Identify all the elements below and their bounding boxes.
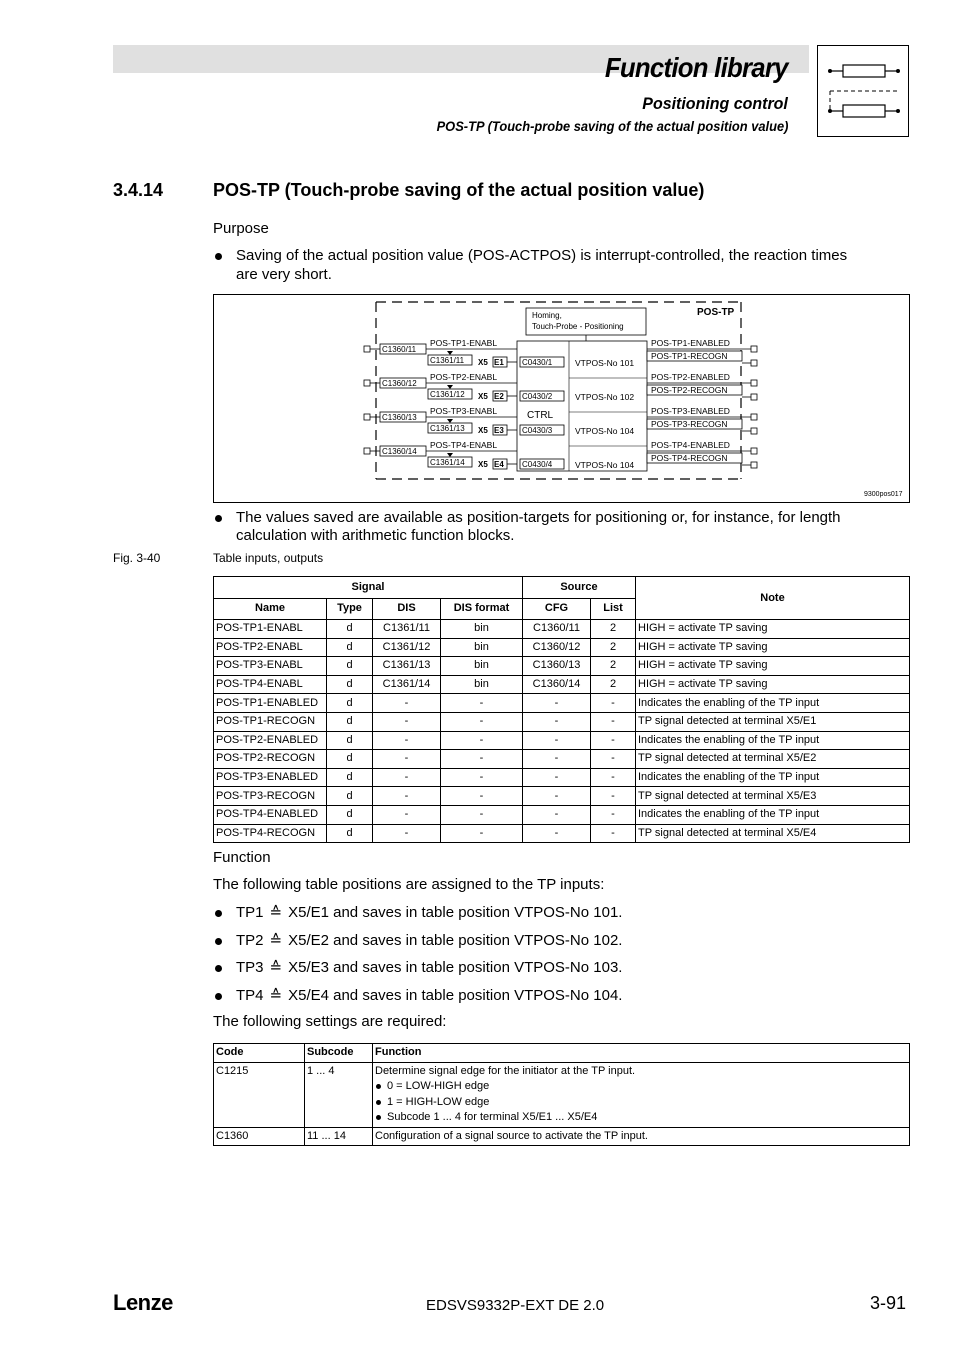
homing-label-line-1: Homing, [532,311,562,320]
list-item: Subcode 1 ... 4 for terminal X5/E1 ... X5/E4 [375,1110,907,1126]
input-terminal-icon [364,380,370,386]
cell-list: - [591,824,636,843]
cell-list: - [591,694,636,713]
cell-type: d [327,620,373,639]
page-subsubtitle: POS-TP (Touch-probe saving of the actual position value) [436,118,788,134]
list-item: 1 = HIGH-LOW edge [375,1095,907,1111]
tp-assignment-text: X5/E2 and saves in table position VTPOS-No 102. [288,931,623,949]
enabled-output-label: POS-TP3-ENABLED [651,406,730,416]
cfg-code: C1360/12 [382,379,417,388]
tp-assignment-text: X5/E4 and saves in table position VTPOS-No 104. [288,986,623,1004]
cell-name: POS-TP2-ENABL [214,638,327,657]
settings-table [213,1043,910,1146]
cell-note: HIGH = activate TP saving [636,638,910,657]
block-title: POS-TP [697,307,735,318]
lenze-logo: Lenze [113,1290,173,1315]
page-number: 3-91 [869,1293,906,1313]
cell-note: Indicates the enabling of the TP input [636,768,910,787]
table-row [214,675,910,694]
subcode-cell: 11 ... 14 [305,1127,373,1146]
cell-list: 2 [591,675,636,694]
output-terminal-icon [751,360,757,366]
purpose-bullet-1-line-2: are very short. [236,266,332,283]
corresponds-symbol: ≙ [269,959,283,976]
tp-assignment-item [236,903,622,922]
cell-list: 2 [591,638,636,657]
dis-code: C1361/14 [430,458,465,467]
cfg-code: C1360/14 [382,447,417,456]
input-terminal-icon [364,414,370,420]
cell-cfg: - [523,768,591,787]
cell-dis: - [373,731,441,750]
figure-number: Fig. 3-40 [113,551,161,565]
cell-fmt: bin [441,675,523,694]
cell-type: d [327,824,373,843]
input-terminal-icon [364,346,370,352]
output-terminal-icon [751,448,757,454]
subcode-cell: 1 ... 4 [305,1062,373,1127]
enable-input-label: POS-TP3-ENABL [430,406,498,416]
x5-label: X5 [478,358,488,367]
corresponds-symbol: ≙ [269,986,283,1004]
cell-list: - [591,768,636,787]
cell-cfg: - [523,805,591,824]
cell-fmt: bin [441,620,523,639]
cell-name: POS-TP3-ENABLED [214,768,327,787]
cell-cfg: - [523,750,591,769]
x5-label: X5 [478,392,488,401]
enable-input-label: POS-TP4-ENABL [430,440,498,450]
table-row [214,805,910,824]
cell-list: - [591,731,636,750]
arrow-icon [447,419,453,423]
cell-fmt: - [441,731,523,750]
cell-cfg: - [523,712,591,731]
cell-dis: - [373,824,441,843]
tp-label: TP2 [236,931,264,949]
c0430-code: C0430/1 [522,358,553,367]
cell-type: d [327,787,373,806]
code-cell: C1360 [214,1127,305,1146]
cell-list: - [591,750,636,769]
cell-cfg: - [523,824,591,843]
io-table [213,576,910,843]
settings-intro: The following settings are required: [213,1013,447,1030]
output-terminal-icon [751,394,757,400]
cell-type: d [327,694,373,713]
vtpos-label: VTPOS-No 102 [575,392,635,402]
tp-assignment-item [236,958,622,977]
cell-dis: - [373,712,441,731]
dis-code: C1361/12 [430,390,465,399]
table-row [214,620,910,639]
header-note: Note [636,577,910,620]
cell-note: TP signal detected at terminal X5/E3 [636,787,910,806]
header-type: Type [327,598,373,620]
tp-label: TP1 [236,904,264,921]
table-row [214,1062,910,1127]
header-code: Code [214,1044,305,1063]
cell-note: Indicates the enabling of the TP input [636,805,910,824]
arrow-icon [447,351,453,355]
cell-dis: C1361/11 [373,620,441,639]
output-terminal-icon [751,428,757,434]
header-source: Source [523,577,636,599]
bullet-icon [215,965,222,972]
purpose-bullet-1-line-1: Saving of the actual position value (POS-ACTPOS) is interrupt-controlled, the reaction times [236,247,848,264]
cell-list: 2 [591,657,636,676]
cell-note: TP signal detected at terminal X5/E1 [636,712,910,731]
tp-assignment-item [236,931,622,950]
purpose-bullet-2-line-1: The values saved are available as position-targets for positioning or, for instance, for length [236,509,841,526]
cell-note: TP signal detected at terminal X5/E2 [636,750,910,769]
cell-dis: - [373,768,441,787]
cell-dis: - [373,750,441,769]
recogn-output-label: POS-TP1-RECOGN [651,351,728,361]
vtpos-label: VTPOS-No 104 [575,426,635,436]
page-title: Function library [605,52,788,83]
header-subcode: Subcode [305,1044,373,1063]
cell-type: d [327,657,373,676]
cell-note: Indicates the enabling of the TP input [636,731,910,750]
tp-assignment-item [236,986,622,1005]
vtpos-label: VTPOS-No 104 [575,460,635,470]
cell-dis: - [373,787,441,806]
cell-fmt: - [441,694,523,713]
cell-name: POS-TP3-RECOGN [214,787,327,806]
header-dis-format: DIS format [441,598,523,620]
cell-type: d [327,768,373,787]
dis-code: C1361/11 [430,356,465,365]
function-heading: Function [213,849,271,866]
cfg-code: C1360/11 [382,345,417,354]
tp-label: TP4 [236,986,264,1004]
bullet-icon [215,910,222,917]
cell-name: POS-TP2-RECOGN [214,750,327,769]
cell-name: POS-TP1-ENABL [214,620,327,639]
cell-list: - [591,712,636,731]
recogn-output-label: POS-TP4-RECOGN [651,453,728,463]
cell-fmt: - [441,712,523,731]
terminal-label: E3 [494,426,504,435]
section-title: POS-TP (Touch-probe saving of the actual position value) [213,180,705,200]
header-function: Function [373,1044,910,1063]
cell-dis: C1361/12 [373,638,441,657]
vtpos-label: VTPOS-No 101 [575,358,635,368]
cell-type: d [327,675,373,694]
output-terminal-icon [751,380,757,386]
arrow-icon [447,453,453,457]
cell-cfg: - [523,787,591,806]
function-intro: The following table positions are assigned to the TP inputs: [213,876,605,893]
table-row [214,787,910,806]
cell-name: POS-TP1-RECOGN [214,712,327,731]
cell-cfg: C1360/11 [523,620,591,639]
table-row [214,731,910,750]
table-row [214,694,910,713]
cell-cfg: - [523,731,591,750]
terminal-label: E2 [494,392,504,401]
output-terminal-icon [751,462,757,468]
function-text: Determine signal edge for the initiator at the TP input. [375,1064,636,1077]
cell-fmt: - [441,750,523,769]
table-row [214,657,910,676]
terminal-label: E4 [494,460,504,469]
enable-input-label: POS-TP1-ENABL [430,338,498,348]
c0430-code: C0430/3 [522,426,553,435]
bullet-icon [215,515,222,522]
x5-label: X5 [478,426,488,435]
cell-fmt: bin [441,657,523,676]
cell-fmt: - [441,787,523,806]
cell-dis: - [373,694,441,713]
cell-fmt: - [441,824,523,843]
cell-name: POS-TP4-RECOGN [214,824,327,843]
enabled-output-label: POS-TP4-ENABLED [651,440,730,450]
function-cell: Configuration of a signal source to activate the TP input. [373,1127,910,1146]
enabled-output-label: POS-TP1-ENABLED [651,338,730,348]
purpose-heading: Purpose [213,220,269,237]
arrow-icon [447,385,453,389]
table-row [214,1127,910,1146]
figure-caption: Table inputs, outputs [213,551,324,565]
cell-list: 2 [591,620,636,639]
cfg-code: C1360/13 [382,413,417,422]
cell-name: POS-TP3-ENABL [214,657,327,676]
cell-name: POS-TP4-ENABL [214,675,327,694]
purpose-bullet-2-line-2: calculation with arithmetic function blocks. [236,527,515,544]
cell-note: HIGH = activate TP saving [636,675,910,694]
cell-list: - [591,805,636,824]
cell-type: d [327,712,373,731]
ctrl-label: CTRL [527,410,554,421]
cell-fmt: bin [441,638,523,657]
table-row [214,768,910,787]
tp-label: TP3 [236,959,264,976]
cell-note: TP signal detected at terminal X5/E4 [636,824,910,843]
header-dis: DIS [373,598,441,620]
pos-tp-block-diagram [213,294,910,503]
edge-options-list [375,1079,907,1126]
function-cell [373,1062,910,1127]
cell-name: POS-TP1-ENABLED [214,694,327,713]
cell-cfg: C1360/13 [523,657,591,676]
header-signal: Signal [214,577,523,599]
header-name: Name [214,598,327,620]
table-row [214,712,910,731]
table-row [214,638,910,657]
cell-dis: C1361/13 [373,657,441,676]
cell-dis: C1361/14 [373,675,441,694]
table-row [214,750,910,769]
tp-assignment-text: X5/E3 and saves in table position VTPOS-No 103. [288,959,623,976]
table-row [214,824,910,843]
cell-note: HIGH = activate TP saving [636,620,910,639]
cell-list: - [591,787,636,806]
cell-cfg: C1360/14 [523,675,591,694]
cell-dis: - [373,805,441,824]
code-cell: C1215 [214,1062,305,1127]
section-number: 3.4.14 [113,180,164,200]
enable-input-label: POS-TP2-ENABL [430,372,498,382]
c0430-code: C0430/4 [522,460,553,469]
corresponds-symbol: ≙ [269,904,283,921]
homing-label-line-2: Touch-Probe - Positioning [532,322,624,331]
output-terminal-icon [751,414,757,420]
recogn-output-label: POS-TP2-RECOGN [651,385,728,395]
cell-note: Indicates the enabling of the TP input [636,694,910,713]
cell-name: POS-TP2-ENABLED [214,731,327,750]
list-item: 0 = LOW-HIGH edge [375,1079,907,1095]
corresponds-symbol: ≙ [269,931,283,949]
document-id: EDSVS9332P-EXT DE 2.0 [426,1297,605,1314]
input-terminal-icon [364,448,370,454]
recogn-output-label: POS-TP3-RECOGN [651,419,728,429]
c0430-code: C0430/2 [522,392,553,401]
cell-cfg: - [523,694,591,713]
cell-fmt: - [441,805,523,824]
output-terminal-icon [751,346,757,352]
cell-type: d [327,638,373,657]
enabled-output-label: POS-TP2-ENABLED [651,372,730,382]
cell-type: d [327,731,373,750]
bullet-icon [215,993,222,1000]
cell-type: d [327,805,373,824]
header-cfg: CFG [523,598,591,620]
cell-cfg: C1360/12 [523,638,591,657]
x5-label: X5 [478,460,488,469]
figure-id: 9300pos017 [864,491,903,498]
cell-type: d [327,750,373,769]
terminal-label: E1 [494,358,504,367]
bullet-icon [215,938,222,945]
page-subtitle: Positioning control [642,94,788,113]
cell-note: HIGH = activate TP saving [636,657,910,676]
cell-fmt: - [441,768,523,787]
cell-name: POS-TP4-ENABLED [214,805,327,824]
function-block-icon [817,45,909,137]
bullet-icon [215,253,222,260]
tp-assignment-text: X5/E1 and saves in table position VTPOS-No 101. [288,904,623,921]
dis-code: C1361/13 [430,424,465,433]
header-list: List [591,598,636,620]
